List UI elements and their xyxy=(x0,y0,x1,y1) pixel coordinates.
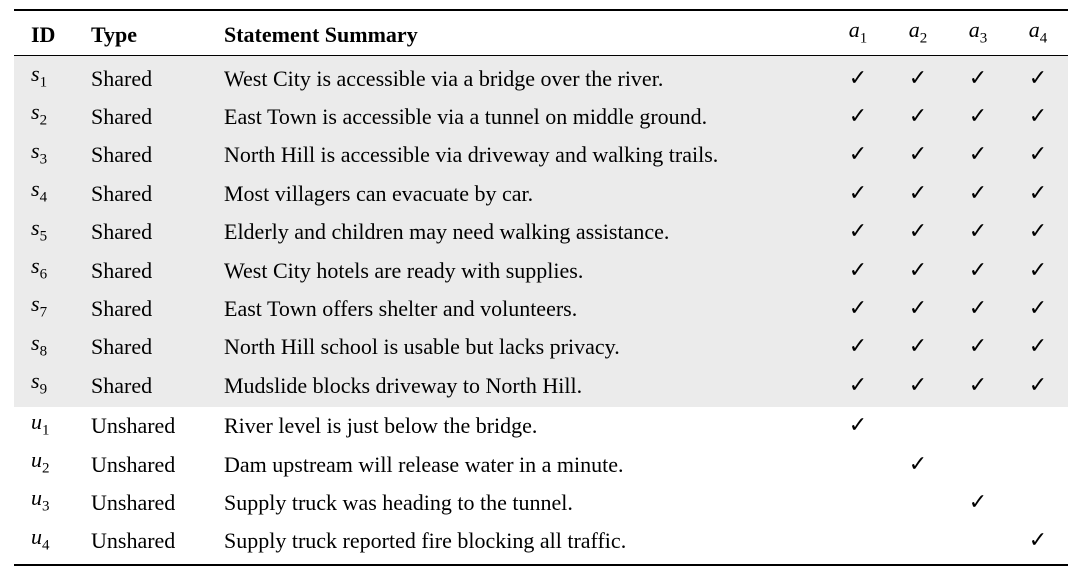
statement-summary: River level is just below the bridge. xyxy=(224,413,538,439)
check-mark-icon xyxy=(1008,407,1068,445)
check-mark-icon xyxy=(828,483,888,521)
check-mark-icon: ✓ xyxy=(888,251,948,289)
table-row xyxy=(14,328,1068,366)
check-mark-icon xyxy=(828,522,888,564)
check-mark-icon: ✓ xyxy=(828,289,888,327)
statement-id: $s_5$ xyxy=(14,213,91,251)
statement-type: Unshared xyxy=(91,413,176,439)
check-mark-icon: ✓ xyxy=(948,366,1008,406)
check-mark-icon: ✓ xyxy=(908,451,928,477)
statement-summary: West City is accessible via a bridge over the river. xyxy=(224,56,828,97)
check-mark-icon xyxy=(948,445,1008,483)
statement-summary: East Town offers shelter and volunteers. xyxy=(224,289,828,327)
statement-id: $s_7$ xyxy=(14,289,91,327)
check-mark-icon: ✓ xyxy=(948,136,1008,174)
table-row xyxy=(14,522,1068,564)
check-mark-icon: ✓ xyxy=(968,489,988,515)
check-mark-icon: ✓ xyxy=(1008,174,1068,212)
check-mark-icon: ✓ xyxy=(1008,251,1068,289)
statements-body-table xyxy=(14,56,1068,564)
table-row xyxy=(14,445,1068,483)
header-type: Type xyxy=(91,21,138,47)
statement-type: Shared xyxy=(91,97,224,135)
check-mark-icon: ✓ xyxy=(1008,97,1068,135)
statement-id: $s_8$ xyxy=(14,328,91,366)
check-mark-icon: ✓ xyxy=(1008,213,1068,251)
check-mark-icon: ✓ xyxy=(828,328,888,366)
header-summary: Statement Summary xyxy=(224,21,418,47)
statement-id: $u_4$ xyxy=(31,523,50,554)
statement-type: Shared xyxy=(91,366,224,406)
statement-id: $s_6$ xyxy=(14,251,91,289)
check-mark-icon: ✓ xyxy=(828,56,888,97)
statement-type: Shared xyxy=(91,289,224,327)
statement-type: Shared xyxy=(91,328,224,366)
header-agent-3: $a_3$ xyxy=(968,16,988,47)
check-mark-icon: ✓ xyxy=(1008,366,1068,406)
check-mark-icon: ✓ xyxy=(888,174,948,212)
check-mark-icon xyxy=(828,445,888,483)
statements-table xyxy=(14,11,1068,55)
check-mark-icon: ✓ xyxy=(948,56,1008,97)
table-row xyxy=(14,136,1068,174)
statement-summary: Supply truck was heading to the tunnel. xyxy=(224,489,573,515)
statement-summary: North Hill is accessible via driveway and walking trails. xyxy=(224,136,828,174)
check-mark-icon: ✓ xyxy=(948,328,1008,366)
table-body xyxy=(14,56,1068,564)
check-mark-icon xyxy=(1008,445,1068,483)
check-mark-icon: ✓ xyxy=(888,213,948,251)
statement-summary: West City hotels are ready with supplies. xyxy=(224,251,828,289)
check-mark-icon: ✓ xyxy=(848,413,868,439)
check-mark-icon: ✓ xyxy=(828,366,888,406)
check-mark-icon xyxy=(888,483,948,521)
check-mark-icon: ✓ xyxy=(1008,328,1068,366)
statement-summary: Elderly and children may need walking assistance. xyxy=(224,213,828,251)
statement-id: $s_2$ xyxy=(14,97,91,135)
check-mark-icon: ✓ xyxy=(948,289,1008,327)
table-row xyxy=(14,483,1068,521)
check-mark-icon: ✓ xyxy=(888,289,948,327)
check-mark-icon: ✓ xyxy=(888,328,948,366)
statement-type: Unshared xyxy=(91,528,176,554)
check-mark-icon: ✓ xyxy=(828,213,888,251)
statement-summary: Dam upstream will release water in a minute. xyxy=(224,451,624,477)
check-mark-icon: ✓ xyxy=(888,366,948,406)
statement-id: $s_4$ xyxy=(14,174,91,212)
table-row xyxy=(14,56,1068,97)
check-mark-icon: ✓ xyxy=(828,251,888,289)
statement-summary: Supply truck reported fire blocking all traffic. xyxy=(224,528,627,554)
check-mark-icon: ✓ xyxy=(828,136,888,174)
statement-id: $s_9$ xyxy=(14,366,91,406)
statement-type: Shared xyxy=(91,251,224,289)
table-row xyxy=(14,289,1068,327)
check-mark-icon xyxy=(948,407,1008,445)
statement-type: Shared xyxy=(91,136,224,174)
statement-type: Shared xyxy=(91,213,224,251)
header-agent-1: $a_1$ xyxy=(848,16,868,47)
check-mark-icon: ✓ xyxy=(948,174,1008,212)
statement-id: $s_3$ xyxy=(14,136,91,174)
table-row xyxy=(14,251,1068,289)
header-id: ID xyxy=(31,21,56,47)
statement-summary: Most villagers can evacuate by car. xyxy=(224,174,828,212)
statement-id: $u_1$ xyxy=(31,408,50,438)
check-mark-icon: ✓ xyxy=(948,213,1008,251)
statement-type: Shared xyxy=(91,56,224,97)
statement-type: Unshared xyxy=(91,489,176,515)
table-row xyxy=(14,213,1068,251)
check-mark-icon xyxy=(888,522,948,564)
check-mark-icon: ✓ xyxy=(888,136,948,174)
statement-type: Shared xyxy=(91,174,224,212)
check-mark-icon: ✓ xyxy=(1028,528,1048,554)
check-mark-icon: ✓ xyxy=(1008,289,1068,327)
statement-summary: East Town is accessible via a tunnel on middle ground. xyxy=(224,97,828,135)
check-mark-icon xyxy=(1008,483,1068,521)
check-mark-icon: ✓ xyxy=(948,251,1008,289)
check-mark-icon: ✓ xyxy=(888,56,948,97)
check-mark-icon: ✓ xyxy=(828,97,888,135)
statement-id: $s_1$ xyxy=(14,56,91,97)
table-row xyxy=(14,366,1068,406)
header-agent-2: $a_2$ xyxy=(908,16,928,47)
header-agent-4: $a_4$ xyxy=(1028,16,1048,47)
check-mark-icon: ✓ xyxy=(888,97,948,135)
table-row xyxy=(14,407,1068,445)
statements-table-container xyxy=(14,9,1068,566)
table-header xyxy=(14,11,1068,55)
check-mark-icon: ✓ xyxy=(1008,136,1068,174)
check-mark-icon: ✓ xyxy=(828,174,888,212)
statement-id: $u_2$ xyxy=(31,446,50,477)
table-row xyxy=(14,174,1068,212)
statement-id: $u_3$ xyxy=(31,485,50,515)
check-mark-icon xyxy=(948,522,1008,564)
statement-summary: North Hill school is usable but lacks privacy. xyxy=(224,328,828,366)
check-mark-icon: ✓ xyxy=(1008,56,1068,97)
table-row xyxy=(14,97,1068,135)
check-mark-icon: ✓ xyxy=(948,97,1008,135)
statement-summary: Mudslide blocks driveway to North Hill. xyxy=(224,366,828,406)
statement-type: Unshared xyxy=(91,451,176,477)
header-row xyxy=(14,11,1068,55)
check-mark-icon xyxy=(888,407,948,445)
